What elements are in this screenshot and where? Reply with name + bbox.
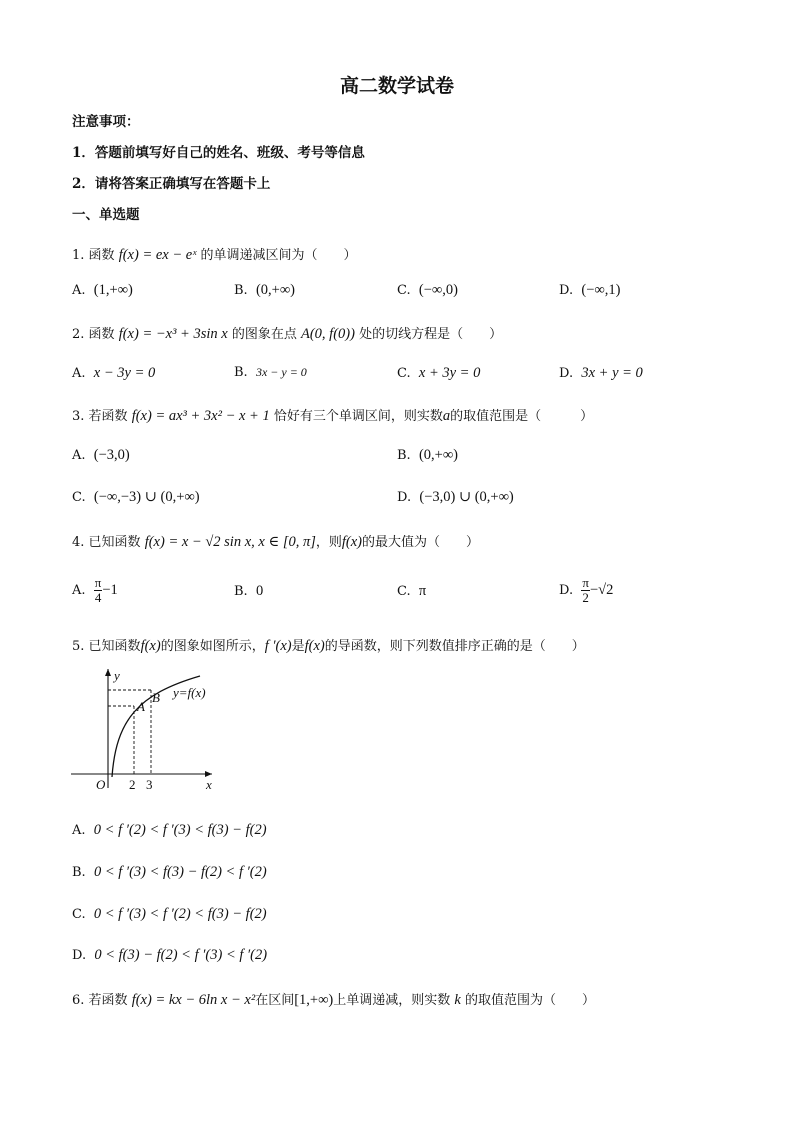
math-expression: f(x): [341, 534, 363, 550]
option-label: C.: [397, 584, 411, 599]
y-axis-label: y: [114, 668, 120, 683]
option-text: 3x − y = 0: [255, 365, 307, 379]
option-text: π: [418, 583, 427, 599]
option-text: (−3,0): [93, 447, 130, 463]
option-text: (−∞,−3) ∪ (0,+∞): [93, 489, 200, 505]
option-label: C.: [72, 490, 86, 505]
denominator: 4: [94, 590, 102, 605]
question-number: 4.: [72, 535, 85, 550]
origin-label: O: [96, 777, 106, 792]
denominator: 2: [582, 590, 589, 605]
math-expression: f(x): [304, 638, 325, 654]
question-6-stem: [72, 989, 595, 1009]
question-number: 3.: [72, 409, 85, 424]
option-label: D.: [559, 283, 574, 298]
y-axis-arrow: [105, 669, 111, 676]
option-label: D.: [559, 366, 574, 381]
stem-text: 上单调递减，则实数: [333, 993, 451, 1008]
notice-heading: 注意事项：: [72, 114, 140, 130]
stem-text: 的导函数，则下列数值排序正确的是（ ）: [324, 639, 585, 654]
option-text: 0 < f ′(3) < f(3) − f(2) < f ′(2): [93, 864, 267, 880]
tick-label-3: 3: [146, 777, 153, 792]
option-text: (1,+∞): [93, 282, 133, 298]
q4-option-d[interactable]: [559, 576, 613, 605]
q1-option-c[interactable]: [397, 282, 458, 299]
q5-option-d[interactable]: [72, 947, 267, 964]
option-label: B.: [397, 448, 411, 463]
math-expression: f(x): [140, 638, 161, 654]
stem-text: 已知函数: [88, 639, 141, 654]
q2-option-a[interactable]: [72, 365, 155, 382]
stem-text: 的最大值为（ ）: [362, 535, 480, 550]
option-label: D.: [72, 948, 87, 963]
option-label: B.: [234, 584, 248, 599]
question-3-stem: [72, 405, 593, 425]
math-variable: a: [442, 408, 451, 424]
x-axis-label: x: [206, 777, 212, 792]
q2-option-b[interactable]: [234, 365, 307, 380]
stem-text: 函数: [88, 248, 115, 263]
q5-option-a[interactable]: [72, 822, 267, 839]
stem-text: 若函数: [88, 993, 128, 1008]
question-4-stem: [72, 531, 479, 551]
q4-option-c[interactable]: [397, 583, 426, 600]
stem-text: 是: [291, 639, 305, 654]
option-label: C.: [397, 283, 411, 298]
question-5-stem: [72, 635, 585, 655]
stem-text: 函数: [88, 327, 115, 342]
option-label: C.: [397, 366, 411, 381]
stem-text: ，则: [315, 535, 342, 550]
option-label: B.: [72, 865, 86, 880]
option-text: 0 < f(3) − f(2) < f ′(3) < f ′(2): [94, 947, 268, 963]
option-text: (−3,0) ∪ (0,+∞): [419, 489, 514, 505]
option-label: D.: [559, 583, 574, 598]
option-label: A.: [72, 366, 86, 381]
q3-option-c[interactable]: [72, 489, 200, 506]
point-a-label: A: [137, 699, 145, 714]
fraction: [581, 576, 590, 605]
question-number: 5.: [72, 639, 85, 654]
math-variable: k: [454, 992, 461, 1008]
q4-option-b[interactable]: [234, 583, 263, 600]
math-interval: [1,+∞): [294, 992, 334, 1008]
option-text: 0 < f ′(3) < f ′(2) < f(3) − f(2): [93, 906, 267, 922]
q2-option-c[interactable]: [397, 365, 480, 382]
stem-text: 的单调递减区间为（ ）: [200, 248, 357, 263]
page-title: 高二数学试卷: [339, 75, 454, 97]
stem-text: 的图象在点: [231, 327, 297, 342]
option-label: A.: [72, 583, 86, 598]
question-number: 2.: [72, 327, 85, 342]
section-heading: 一、单选题: [72, 207, 140, 223]
option-text: (0,+∞): [255, 282, 295, 298]
function-graph: [66, 664, 226, 794]
q1-option-d[interactable]: [559, 282, 620, 299]
option-text: 3x + y = 0: [581, 365, 643, 381]
math-expression: f ′(x): [264, 638, 292, 654]
stem-text: 恰好有三个单调区间，则实数: [273, 409, 443, 424]
stem-text: 处的切线方程是（ ）: [359, 327, 503, 342]
stem-text: 在区间: [255, 993, 295, 1008]
question-number: 1.: [72, 248, 85, 263]
option-label: B.: [234, 365, 248, 380]
point-b-label: B: [152, 690, 160, 705]
stem-text: 若函数: [88, 409, 128, 424]
q5-option-c[interactable]: [72, 906, 267, 923]
q4-option-a[interactable]: [72, 576, 118, 605]
math-expression: f(x) = ex − eˣ: [118, 247, 197, 263]
option-text: −√2: [589, 582, 614, 598]
option-text: (−∞,1): [581, 282, 621, 298]
q3-option-a[interactable]: [72, 447, 130, 464]
option-text: (0,+∞): [418, 447, 458, 463]
option-text: 0 < f ′(2) < f ′(3) < f(3) − f(2): [93, 822, 267, 838]
tick-label-2: 2: [129, 777, 136, 792]
option-label: B.: [234, 283, 248, 298]
option-text: x − 3y = 0: [93, 365, 156, 381]
option-text: 0: [255, 583, 264, 599]
option-text: x + 3y = 0: [418, 365, 481, 381]
question-2-stem: [72, 323, 502, 343]
math-expression: f(x) = −x³ + 3sin x: [118, 326, 228, 342]
stem-text: 的取值范围是（ ）: [450, 409, 594, 424]
option-label: A.: [72, 283, 86, 298]
stem-text: 已知函数: [88, 535, 141, 550]
question-number: 6.: [72, 993, 85, 1008]
q3-option-d[interactable]: [397, 489, 514, 506]
question-1-stem: [72, 244, 356, 264]
math-expression: f(x) = ax³ + 3x² − x + 1: [131, 408, 270, 424]
stem-text: 的图象如图所示，: [160, 639, 265, 654]
numerator: π: [94, 575, 102, 590]
curve-label: y=f(x): [173, 685, 206, 700]
q1-option-a[interactable]: [72, 282, 133, 299]
q2-option-d[interactable]: [559, 365, 643, 382]
option-label: C.: [72, 907, 86, 922]
q5-option-b[interactable]: [72, 864, 267, 881]
notice-item-2: 2．请将答案正确填写在答题卡上: [72, 176, 271, 192]
q1-option-b[interactable]: [234, 282, 295, 299]
math-point: A(0, f(0)): [301, 326, 355, 342]
option-text: (−∞,0): [418, 282, 458, 298]
option-label: A.: [72, 823, 86, 838]
stem-text: 的取值范围为（ ）: [464, 993, 595, 1008]
math-expression: f(x) = x − √2 sin x, x ∈ [0, π]: [144, 534, 316, 550]
option-label: A.: [72, 448, 86, 463]
math-expression: f(x) = kx − 6ln x − x²: [131, 992, 256, 1008]
q3-option-b[interactable]: [397, 447, 458, 464]
option-text: −1: [102, 582, 118, 598]
option-label: D.: [397, 490, 412, 505]
notice-item-1: 1．答题前填写好自己的姓名、班级、考号等信息: [72, 145, 365, 161]
numerator: π: [582, 575, 589, 590]
